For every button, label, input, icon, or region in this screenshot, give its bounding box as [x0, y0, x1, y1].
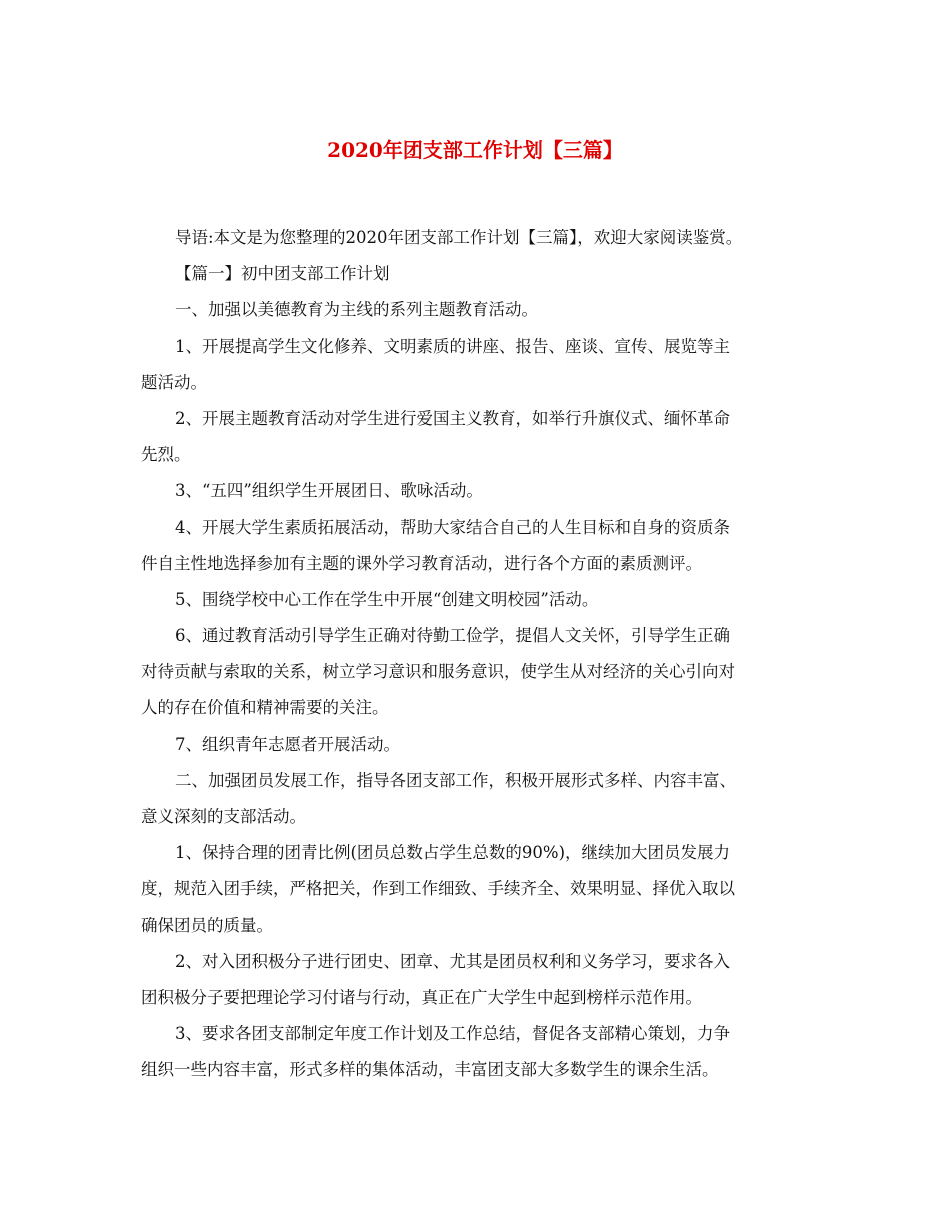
paragraph-line: 【篇一】初中团支部工作计划 — [175, 264, 390, 284]
paragraph-line: 7、组织青年志愿者开展活动。 — [175, 734, 400, 754]
paragraph-line: 3、“五四”组织学生开展团日、歌咏活动。 — [175, 481, 483, 501]
paragraph-line: 对待贡献与索取的关系，树立学习意识和服务意识，使学生从对经济的关心引向对 — [141, 662, 735, 682]
paragraph-line: 确保团员的质量。 — [141, 915, 273, 935]
paragraph-line: 度，规范入团手续，严格把关，作到工作细致、手续齐全、效果明显、择优入取以 — [141, 879, 735, 899]
paragraph-line: 导语:本文是为您整理的2020年团支部工作计划【三篇】，欢迎大家阅读鉴赏。 — [175, 228, 743, 247]
paragraph-line: 5、围绕学校中心工作在学生中开展“创建文明校园”活动。 — [175, 589, 599, 609]
paragraph-line: 题活动。 — [141, 372, 207, 392]
paragraph-line: 4、开展大学生素质拓展活动，帮助大家结合自己的人生目标和自身的资质条 — [175, 517, 730, 537]
paragraph-line: 人的存在价值和精神需要的关注。 — [141, 698, 389, 718]
paragraph-line: 意义深刻的支部活动。 — [141, 807, 306, 826]
paragraph-line: 6、通过教育活动引导学生正确对待勤工俭学，提倡人文关怀，引导学生正确 — [175, 626, 730, 646]
paragraph-line: 先烈。 — [141, 445, 191, 465]
paragraph-line: 1、开展提高学生文化修养、文明素质的讲座、报告、座谈、宣传、展览等主 — [175, 336, 730, 356]
paragraph-line: 1、保持合理的团青比例(团员总数占学生总数的90%)，继续加大团员发展力 — [175, 843, 731, 863]
paragraph-line: 2、对入团积极分子进行团史、团章、尤其是团员权利和义务学习，要求各入 — [175, 951, 730, 971]
paragraph-line: 3、要求各团支部制定年度工作计划及工作总结，督促各支部精心策划，力争 — [175, 1024, 730, 1044]
paragraph-line: 一、加强以美德教育为主线的系列主题教育活动。 — [175, 300, 538, 320]
document-title: 2020年团支部工作计划【三篇】 — [327, 138, 623, 162]
paragraph-line: 件自主性地选择参加有主题的课外学习教育活动，进行各个方面的素质测评。 — [141, 553, 702, 573]
paragraph-line: 组织一些内容丰富，形式多样的集体活动，丰富团支部大多数学生的课余生活。 — [141, 1060, 719, 1080]
paragraph-line: 2、开展主题教育活动对学生进行爱国主义教育，如举行升旗仪式、缅怀革命 — [175, 408, 730, 428]
document-body — [141, 220, 813, 1089]
paragraph-line: 团积极分子要把理论学习付诸与行动，真正在广大学生中起到榜样示范作用。 — [141, 987, 702, 1007]
paragraph-line: 二、加强团员发展工作，指导各团支部工作，积极开展形式多样、内容丰富、 — [175, 770, 736, 790]
